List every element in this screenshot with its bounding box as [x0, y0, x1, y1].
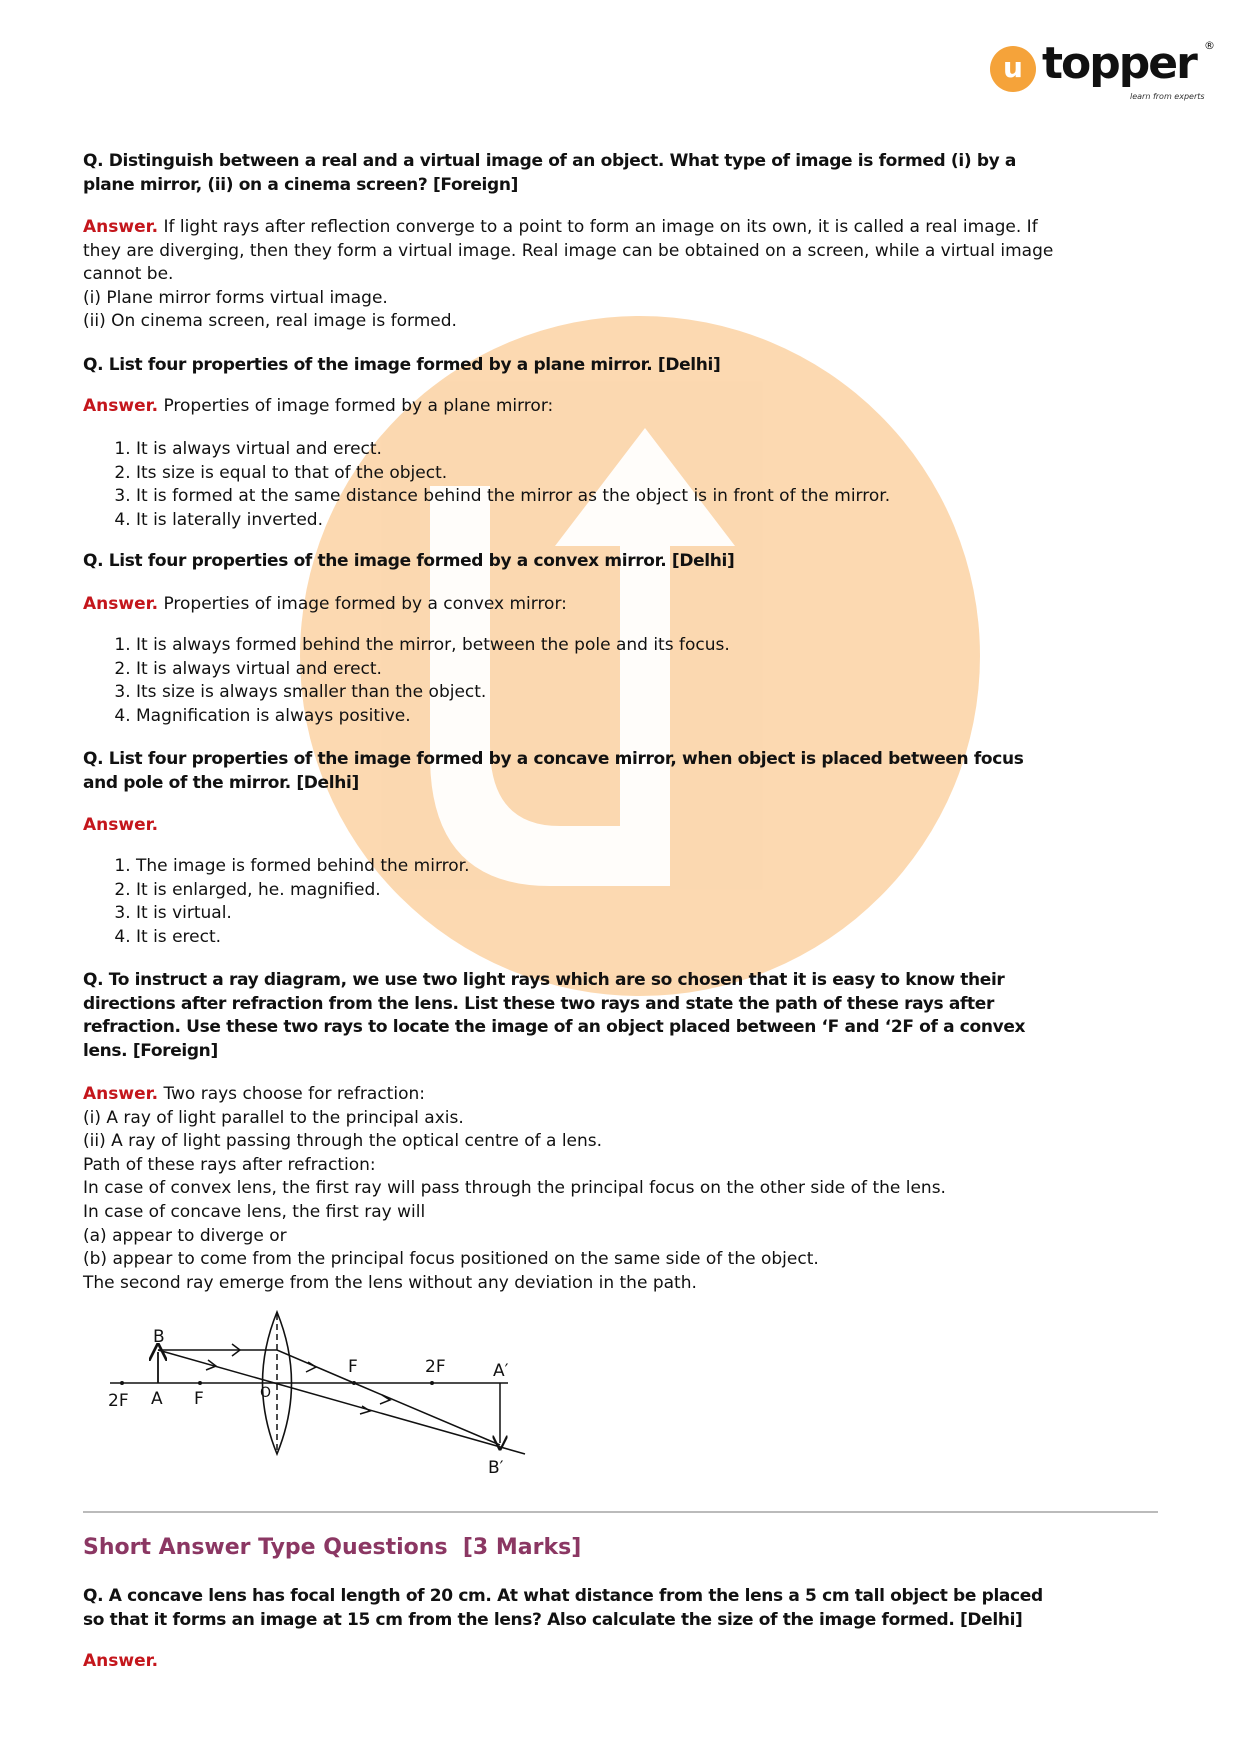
list-item: 4. Magnification is always positive.: [136, 705, 1240, 729]
answer-line: (a) appear to diverge or: [83, 1225, 287, 1246]
central-ray: [158, 1350, 525, 1454]
question-line: Q. A concave lens has focal length of 20 cm. At what distance from the lens a 5 cm tall object be placed: [83, 1586, 1043, 1606]
answer-1: [83, 216, 1223, 334]
answer-line: (ii) A ray of light passing through the optical centre of a lens.: [83, 1131, 603, 1152]
question-line: refraction. Use these two rays to locate the image of an object placed between ‘F and ‘2F of a convex: [83, 1017, 1026, 1038]
label-2f-right: 2F: [425, 1357, 446, 1377]
answer-line: (ii) On cinema screen, real image is formed.: [83, 311, 457, 332]
registered-mark: ®: [1204, 39, 1215, 52]
answer-3: [83, 593, 1223, 617]
answer-line: The second ray emerge from the lens without any deviation in the path.: [83, 1272, 697, 1293]
label-a-prime: A′: [493, 1361, 509, 1381]
question-line: Q. To instruct a ray diagram, we use two light rays which are so chosen that it is easy to know their: [83, 970, 1005, 990]
list-item: 4. It is erect.: [136, 926, 1240, 950]
list-item: 2. It is enlarged, he. magnified.: [136, 879, 1240, 903]
question-1: [83, 150, 1223, 197]
answer-3-list: [83, 634, 1240, 728]
question-line: plane mirror, (ii) on a cinema screen? [Foreign]: [83, 174, 518, 195]
list-item: 1. The image is formed behind the mirror.: [136, 855, 1240, 879]
answer-line: (i) A ray of light parallel to the principal axis.: [83, 1107, 464, 1128]
point-2f-right: [430, 1381, 434, 1385]
logo-mark: u: [990, 46, 1036, 92]
ray-direction-arrows: [206, 1344, 390, 1414]
question-line: Q. Distinguish between a real and a virtual image of an object. What type of image is formed (i) by a: [83, 151, 1017, 171]
answer-text: If light rays after reflection converge to a point to form an image on its own, it is called a real image. If: [163, 217, 1038, 237]
list-item: 2. It is always virtual and erect.: [136, 658, 1240, 682]
list-item: 3. It is formed at the same distance behind the mirror as the object is in front of the mirror.: [136, 485, 1240, 509]
answer-line: they are diverging, then they form a virtual image. Real image can be obtained on a screen, while a virtual image: [83, 240, 1054, 261]
answer-label: Answer.: [83, 396, 159, 416]
question-6: [83, 1585, 1223, 1632]
answer-text: Properties of image formed by a plane mirror:: [163, 396, 554, 416]
section-heading: Short Answer Type Questions [3 Marks]: [83, 1535, 582, 1560]
list-item: 4. It is laterally inverted.: [136, 509, 1240, 533]
answer-label: Answer.: [83, 1651, 159, 1671]
answer-2-list: [83, 438, 1240, 532]
label-f-left: F: [194, 1389, 204, 1409]
answer-line: In case of convex lens, the first ray will pass through the principal focus on the other side of the lens.: [83, 1178, 946, 1199]
list-item: 3. It is virtual.: [136, 902, 1240, 926]
list-item: 3. Its size is always smaller than the object.: [136, 681, 1240, 705]
section-divider: [83, 1511, 1158, 1513]
question-line: lens. [Foreign]: [83, 1040, 218, 1061]
answer-text: Two rays choose for refraction:: [163, 1084, 425, 1104]
label-2f-left: 2F: [108, 1391, 129, 1411]
answer-label: Answer.: [83, 815, 159, 835]
question-4: [83, 748, 1223, 795]
logo-brand: topper: [1042, 38, 1196, 89]
question-5: [83, 969, 1223, 1063]
answer-line: In case of concave lens, the first ray will: [83, 1201, 426, 1222]
label-a: A: [151, 1389, 163, 1409]
list-item: 2. Its size is equal to that of the object.: [136, 462, 1240, 486]
answer-line: (b) appear to come from the principal focus positioned on the same side of the object.: [83, 1249, 819, 1270]
answer-text: Properties of image formed by a convex mirror:: [163, 594, 567, 614]
label-f-right: F: [348, 1357, 358, 1377]
answer-2: [83, 395, 1223, 419]
answer-line: cannot be.: [83, 264, 174, 285]
answer-label: Answer.: [83, 1084, 159, 1104]
point-f-right: [352, 1381, 356, 1385]
answer-line: (i) Plane mirror forms virtual image.: [83, 287, 388, 308]
label-b-prime: B′: [488, 1458, 504, 1478]
question-line: and pole of the mirror. [Delhi]: [83, 772, 359, 793]
logo-tagline: learn from experts: [1130, 92, 1205, 101]
question-2: Q. List four properties of the image formed by a plane mirror. [Delhi]: [83, 355, 721, 375]
answer-4-list: [83, 855, 1240, 949]
question-line: directions after refraction from the lens. List these two rays and state the path of these rays after: [83, 993, 994, 1014]
list-item: 1. It is always formed behind the mirror, between the pole and its focus.: [136, 634, 1240, 658]
question-3: Q. List four properties of the image formed by a convex mirror. [Delhi]: [83, 551, 735, 571]
utopper-logo: [990, 40, 1220, 110]
label-b: B: [153, 1327, 165, 1347]
answer-5: [83, 1083, 1223, 1295]
question-line: so that it forms an image at 15 cm from the lens? Also calculate the size of the image formed. [Delhi]: [83, 1609, 1023, 1630]
question-line: Q. List four properties of the image formed by a concave mirror, when object is placed between focus: [83, 749, 1024, 769]
point-f-left: [198, 1381, 202, 1385]
label-o: O: [260, 1385, 272, 1401]
answer-label: Answer.: [83, 217, 159, 237]
convex-lens-ray-diagram: [90, 1300, 550, 1490]
point-2f-left: [120, 1381, 124, 1385]
answer-line: Path of these rays after refraction:: [83, 1154, 376, 1175]
list-item: 1. It is always virtual and erect.: [136, 438, 1240, 462]
answer-label: Answer.: [83, 594, 159, 614]
